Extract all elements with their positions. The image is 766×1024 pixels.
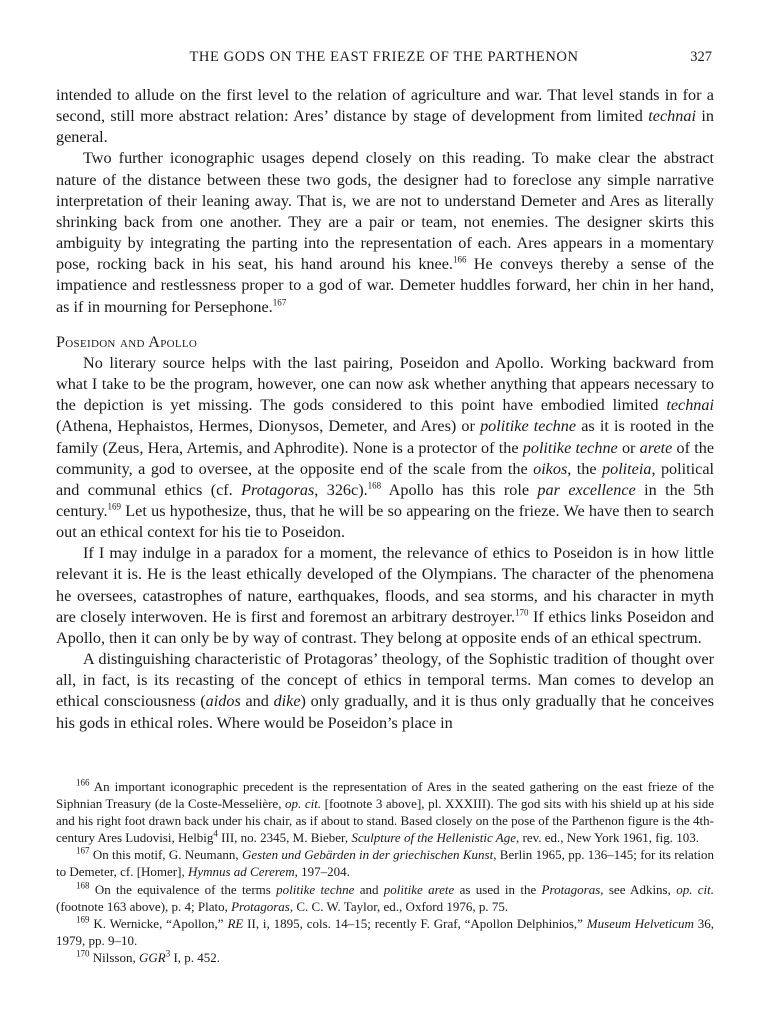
footnote: $^{166}$ An important iconographic precedent is the representation of Ares in the seated gathering on the east frieze of the Siphnian Treasury (de la Coste-Messelière, op. cit. [footnote 3 above], pl. XXXIII). The god sits with his shield up at his side and his right foot drawn back under his chair, as if about to stand. Based closely on the pose of the Parthenon figure is the 4th-century Ares Ludovisi, Helbig$^4$ III, no. 2345, M. Bieber, Sculpture of the Hellenistic Age, rev. ed., New York 1961, fig. 103. — [56, 777, 714, 846]
footnotes — [56, 778, 714, 966]
footnote: $^{167}$ On this motif, G. Neumann, Gesten und Gebärden in der griechischen Kunst, Berlin 1965, pp. 136–145; for its relation to Demeter, cf. [Homer], Hymnus ad Cererem, 197–204. — [56, 846, 715, 880]
paragraph: A distinguishing characteristic of Protagoras’ theology, of the Sophistic tradition of thought over all, in fact, is its recasting of the concept of ethics in temporal terms. Man comes to develop an ethical consciousness (aidos and dike) only gradually, and it is thus only gradually that he conceives his gods in ethical roles. Where would be Poseidon’s place in — [56, 650, 715, 732]
page-header — [56, 49, 712, 69]
running-head: THE GODS ON THE EAST FRIEZE OF THE PARTHENON — [189, 49, 579, 65]
footnote: $^{170}$ Nilsson, GGR$^3$ I, p. 452. — [76, 948, 221, 965]
footnote: $^{169}$ K. Wernicke, “Apollon,” RE II, i, 1895, cols. 14–15; recently F. Graf, “Apollon Delphinios,” Museum Helveticum 36, 1979, pp. 9–10. — [56, 914, 714, 948]
paragraph: No literary source helps with the last pairing, Poseidon and Apollo. Working backward from what I take to be the program, however, one can now ask whether anything that appears necessary to the depiction is yet missing. The gods considered to this point have embodied limited technai (Athena, Hephaistos, Hermes, Dionysos, Demeter, and Ares) or politike techne as it is rooted in the family (Zeus, Hera, Artemis, and Aphrodite). None is a protector of the politike techne or arete of the community, a god to oversee, at the opposite end of the scale from the oikos, the politeia, political and communal ethics (cf. Protagoras, 326c).$^{168}$ Apollo has this role par excellence in the 5th century.$^{169}$ Let us hypothesize, thus, that he will be so appearing on the frieze. We have then to search out an ethical context for his tie to Poseidon. — [56, 353, 715, 542]
page-number: 327 — [690, 49, 712, 65]
section-heading: Poseidon and Apollo — [56, 332, 198, 351]
body-text — [56, 85, 714, 734]
paragraph: If I may indulge in a paradox for a moment, the relevance of ethics to Poseidon is in how little relevant it is. He is the least ethically developed of the Olympians. The character of the phenomena he oversees, catastrophes of nature, earthquakes, floods, and sea storms, and his character in myth are closely interwoven. He is first and foremost an arbitrary destroyer.$^{170}$ If ethics links Poseidon and Apollo, then it can only be by way of contrast. They belong at opposite ends of an ethical spectrum. — [56, 544, 714, 647]
paragraph: intended to allude on the first level to the relation of agriculture and war. That level stands in for a second, still more abstract relation: Ares’ distance by stage of development from limited technai in general. — [56, 86, 714, 147]
footnote: $^{168}$ On the equivalence of the terms politike techne and politike arete as used in the Protagoras, see Adkins, op. cit. (footnote 163 above), p. 4; Plato, Protagoras, C. C. W. Taylor, ed., Oxford 1976, p. 75. — [56, 880, 714, 914]
paragraph: Two further iconographic usages depend closely on this reading. To make clear the abstract nature of the distance between these two gods, the designer had to foreclose any simple narrative interpretation of their leaning away. That is, we are not to understand Demeter and Ares as literally shrinking back from one another. They are a pair or team, not enemies. The designer skirts this ambiguity by integrating the parting into the representation of each. Ares appears in a momentary pose, rocking back in his seat, his hand around his knee.$^{166}$ He conveys thereby a sense of the impatience and restlessness proper to a god of war. Demeter huddles forward, her chin in her hand, as if in mourning for Persephone.$^{167}$ — [56, 149, 714, 316]
